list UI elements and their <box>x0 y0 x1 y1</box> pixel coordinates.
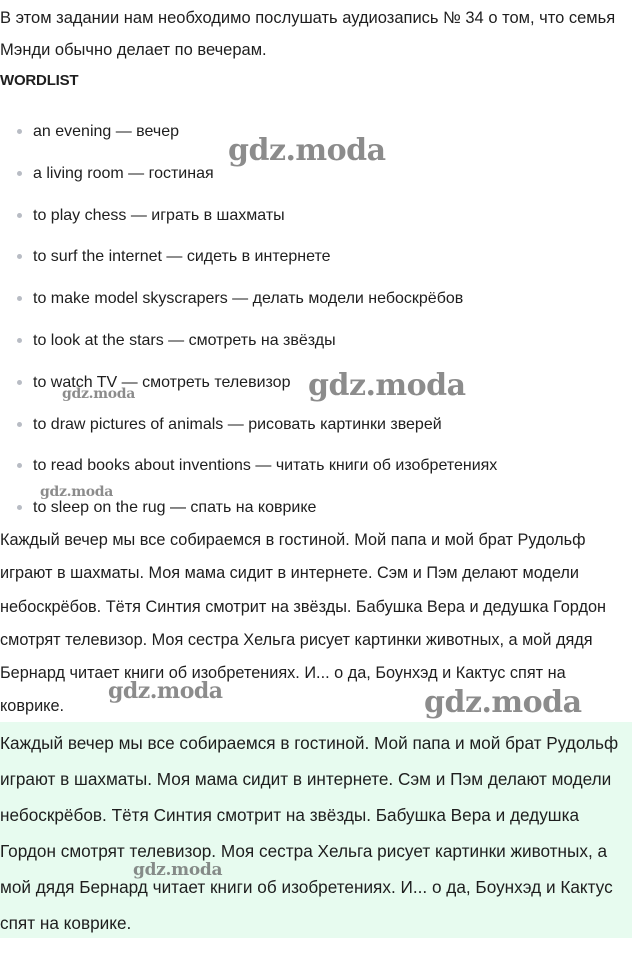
answer-block: Каждый вечер мы все собираемся в гостиной. Мой папа и мой брат Рудольф играют в шахматы. Моя мама сидит в интернете. Сэм и Пэм делают модели небоскрёбов. Тётя Синтия смотрит на звёзды. Бабушка Вера и дедушка Гордон смотрят телевизор. Моя сестра Хельга рисует картинки животных, а мой дядя Бернард читает книги об изобретениях. И... о да, Боунхэд и Кактус спят на коврике. <box>0 722 632 938</box>
wordlist-item <box>0 236 632 278</box>
watermark: gdz.moda <box>40 484 114 500</box>
watermark: gdz.moda <box>228 133 386 168</box>
bullet-dot-icon <box>17 463 22 468</box>
bullet-dot-icon <box>17 338 22 343</box>
wordlist-item <box>0 278 632 320</box>
wordlist-item-text: an evening — вечер <box>33 123 179 140</box>
watermark: gdz.moda <box>62 386 136 402</box>
watermark: gdz.moda <box>108 678 223 704</box>
bullet-dot-icon <box>17 171 22 176</box>
wordlist-item <box>0 445 632 487</box>
wordlist-item <box>0 320 632 362</box>
bullet-dot-icon <box>17 380 22 385</box>
wordlist-item-text: to draw pictures of animals — рисовать картинки зверей <box>33 415 442 433</box>
wordlist-item-text: to make model skyscrapers — делать модели небоскрёбов <box>33 290 464 308</box>
wordlist-item <box>0 404 632 446</box>
bullet-dot-icon <box>17 254 22 259</box>
wordlist-item <box>0 487 632 529</box>
story-text: Каждый вечер мы все собираемся в гостиной. Мой папа и мой брат Рудольф играют в шахматы. Моя мама сидит в интернете. Сэм и Пэм делают модели небоскрёбов. Тётя Синтия смотрит на звёзды. Бабушка Вера и дедушка Гордон смотрят телевизор. Моя сестра Хельга рисует картинки животных, а мой дядя Бернард читает книги об изобретениях. И... о да, Боунхэд и Кактус спят на коврике. <box>0 531 607 716</box>
watermark: gdz.moda <box>424 685 582 720</box>
wordlist-item-text: to look at the stars — смотреть на звёзды <box>33 331 336 349</box>
wordlist-item-text: to surf the internet — сидеть в интернете <box>33 248 331 266</box>
wordlist-item <box>0 111 632 153</box>
bullet-dot-icon <box>17 296 22 301</box>
bullet-dot-icon <box>17 129 22 134</box>
wordlist-heading: WORDLIST <box>0 72 79 89</box>
wordlist-item-text: to sleep on the rug — спать на коврике <box>33 499 317 517</box>
bullet-dot-icon <box>17 213 22 218</box>
wordlist-item <box>0 195 632 237</box>
wordlist-item-text: to watch TV — смотреть телевизор <box>33 373 291 391</box>
wordlist <box>0 111 632 529</box>
wordlist-item <box>0 362 632 404</box>
wordlist-item-text: to read books about inventions — читать книги об изобретениях <box>33 457 498 475</box>
bullet-dot-icon <box>17 505 22 510</box>
watermark: gdz.moda <box>133 860 223 880</box>
wordlist-item-text: a living room — гостиная <box>33 164 214 182</box>
bullet-dot-icon <box>17 422 22 427</box>
wordlist-item-text: to play chess — играть в шахматы <box>33 206 285 224</box>
watermark: gdz.moda <box>308 368 466 403</box>
intro-text: В этом задании нам необходимо послушать аудиозапись № 34 о том, что семья Мэнди обычно делает по вечерам. <box>0 9 616 59</box>
wordlist-item <box>0 153 632 195</box>
